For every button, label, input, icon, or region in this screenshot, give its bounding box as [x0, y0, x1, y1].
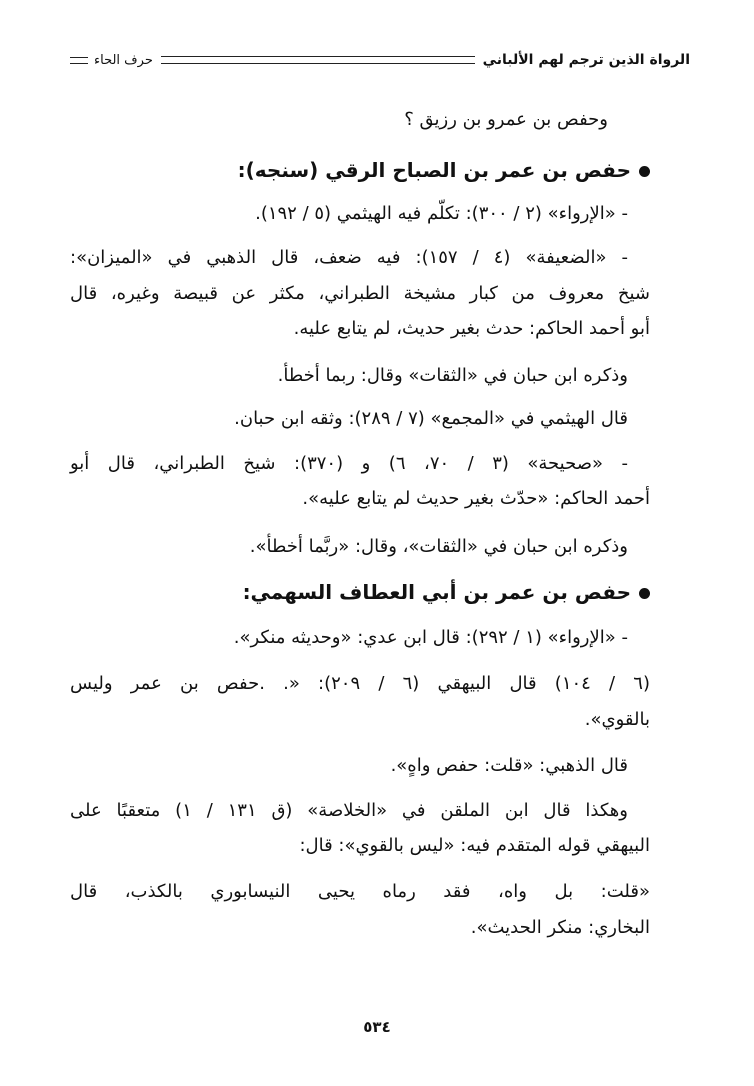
- text-line: وذكره ابن حبان في «الثقات»، وقال: «ربَّما أخطأ».: [249, 536, 628, 557]
- text-line: شيخ معروف من كبار مشيخة الطبراني، مكثر عن قبيصة وغيره، قال: [70, 283, 650, 304]
- text-line: وهكذا قال ابن الملقن في «الخلاصة» (ق ١٣١ / ١) متعقبًا على: [70, 800, 628, 821]
- header-dash: [70, 57, 88, 64]
- header-title: الرواة الذين ترجم لهم الألباني: [482, 52, 690, 68]
- text-line: وذكره ابن حبان في «الثقات» وقال: ربما أخطأ.: [277, 365, 628, 386]
- text-line: أبو أحمد الحاكم: حدث بغير حديث، لم يتابع عليه.: [293, 318, 650, 339]
- text-line: «قلت: بل واه، فقد رماه يحيى النيسابوري بالكذب، قال: [70, 881, 650, 902]
- text-line: - «الضعيفة» (٤ / ١٥٧): فيه ضعف، قال الذهبي في «الميزان»:: [70, 247, 628, 268]
- entry-heading: [238, 156, 650, 184]
- text-line: أحمد الحاكم: «حدّث بغير حديث لم يتابع عليه».: [302, 488, 650, 509]
- text-line: البخاري: منكر الحديث».: [470, 917, 650, 938]
- text-line: وحفص بن عمرو بن رزيق ؟: [404, 109, 608, 130]
- text-line: - «صحيحة» (٣ / ٧٠، ٦) و (٣٧٠): شيخ الطبراني، قال أبو: [70, 453, 628, 474]
- entry-heading: [243, 578, 650, 606]
- header-section: حرف الحاء: [94, 52, 153, 68]
- heading-text: حفص بن عمر بن أبي العطاف السهمي:: [242, 580, 631, 604]
- text-line: - «الإرواء» (١ / ٢٩٢): قال ابن عدي: «وحديثه منكر».: [233, 627, 628, 648]
- bullet-icon: [639, 166, 650, 177]
- heading-text: حفص بن عمر بن الصباح الرقي (سنجه):: [237, 158, 631, 182]
- running-header: [70, 48, 690, 72]
- text-line: قال الهيثمي في «المجمع» (٧ / ٢٨٩): وثقه ابن حبان.: [234, 408, 628, 429]
- bullet-icon: [639, 588, 650, 599]
- text-line: بالقوي».: [584, 709, 650, 730]
- text-line: البيهقي قوله المتقدم فيه: «ليس بالقوي»: قال:: [299, 835, 650, 856]
- text-line: (٦ / ١٠٤) قال البيهقي (٦ / ٢٠٩): «. .حفص بن عمر وليس: [70, 673, 650, 694]
- text-line: قال الذهبي: «قلت: حفص واهٍ».: [390, 755, 628, 776]
- text-line: - «الإرواء» (٢ / ٣٠٠): تكلّم فيه الهيثمي (٥ / ١٩٢).: [255, 203, 628, 224]
- header-rule: [161, 56, 475, 64]
- page-number: ٥٣٤: [363, 1018, 391, 1036]
